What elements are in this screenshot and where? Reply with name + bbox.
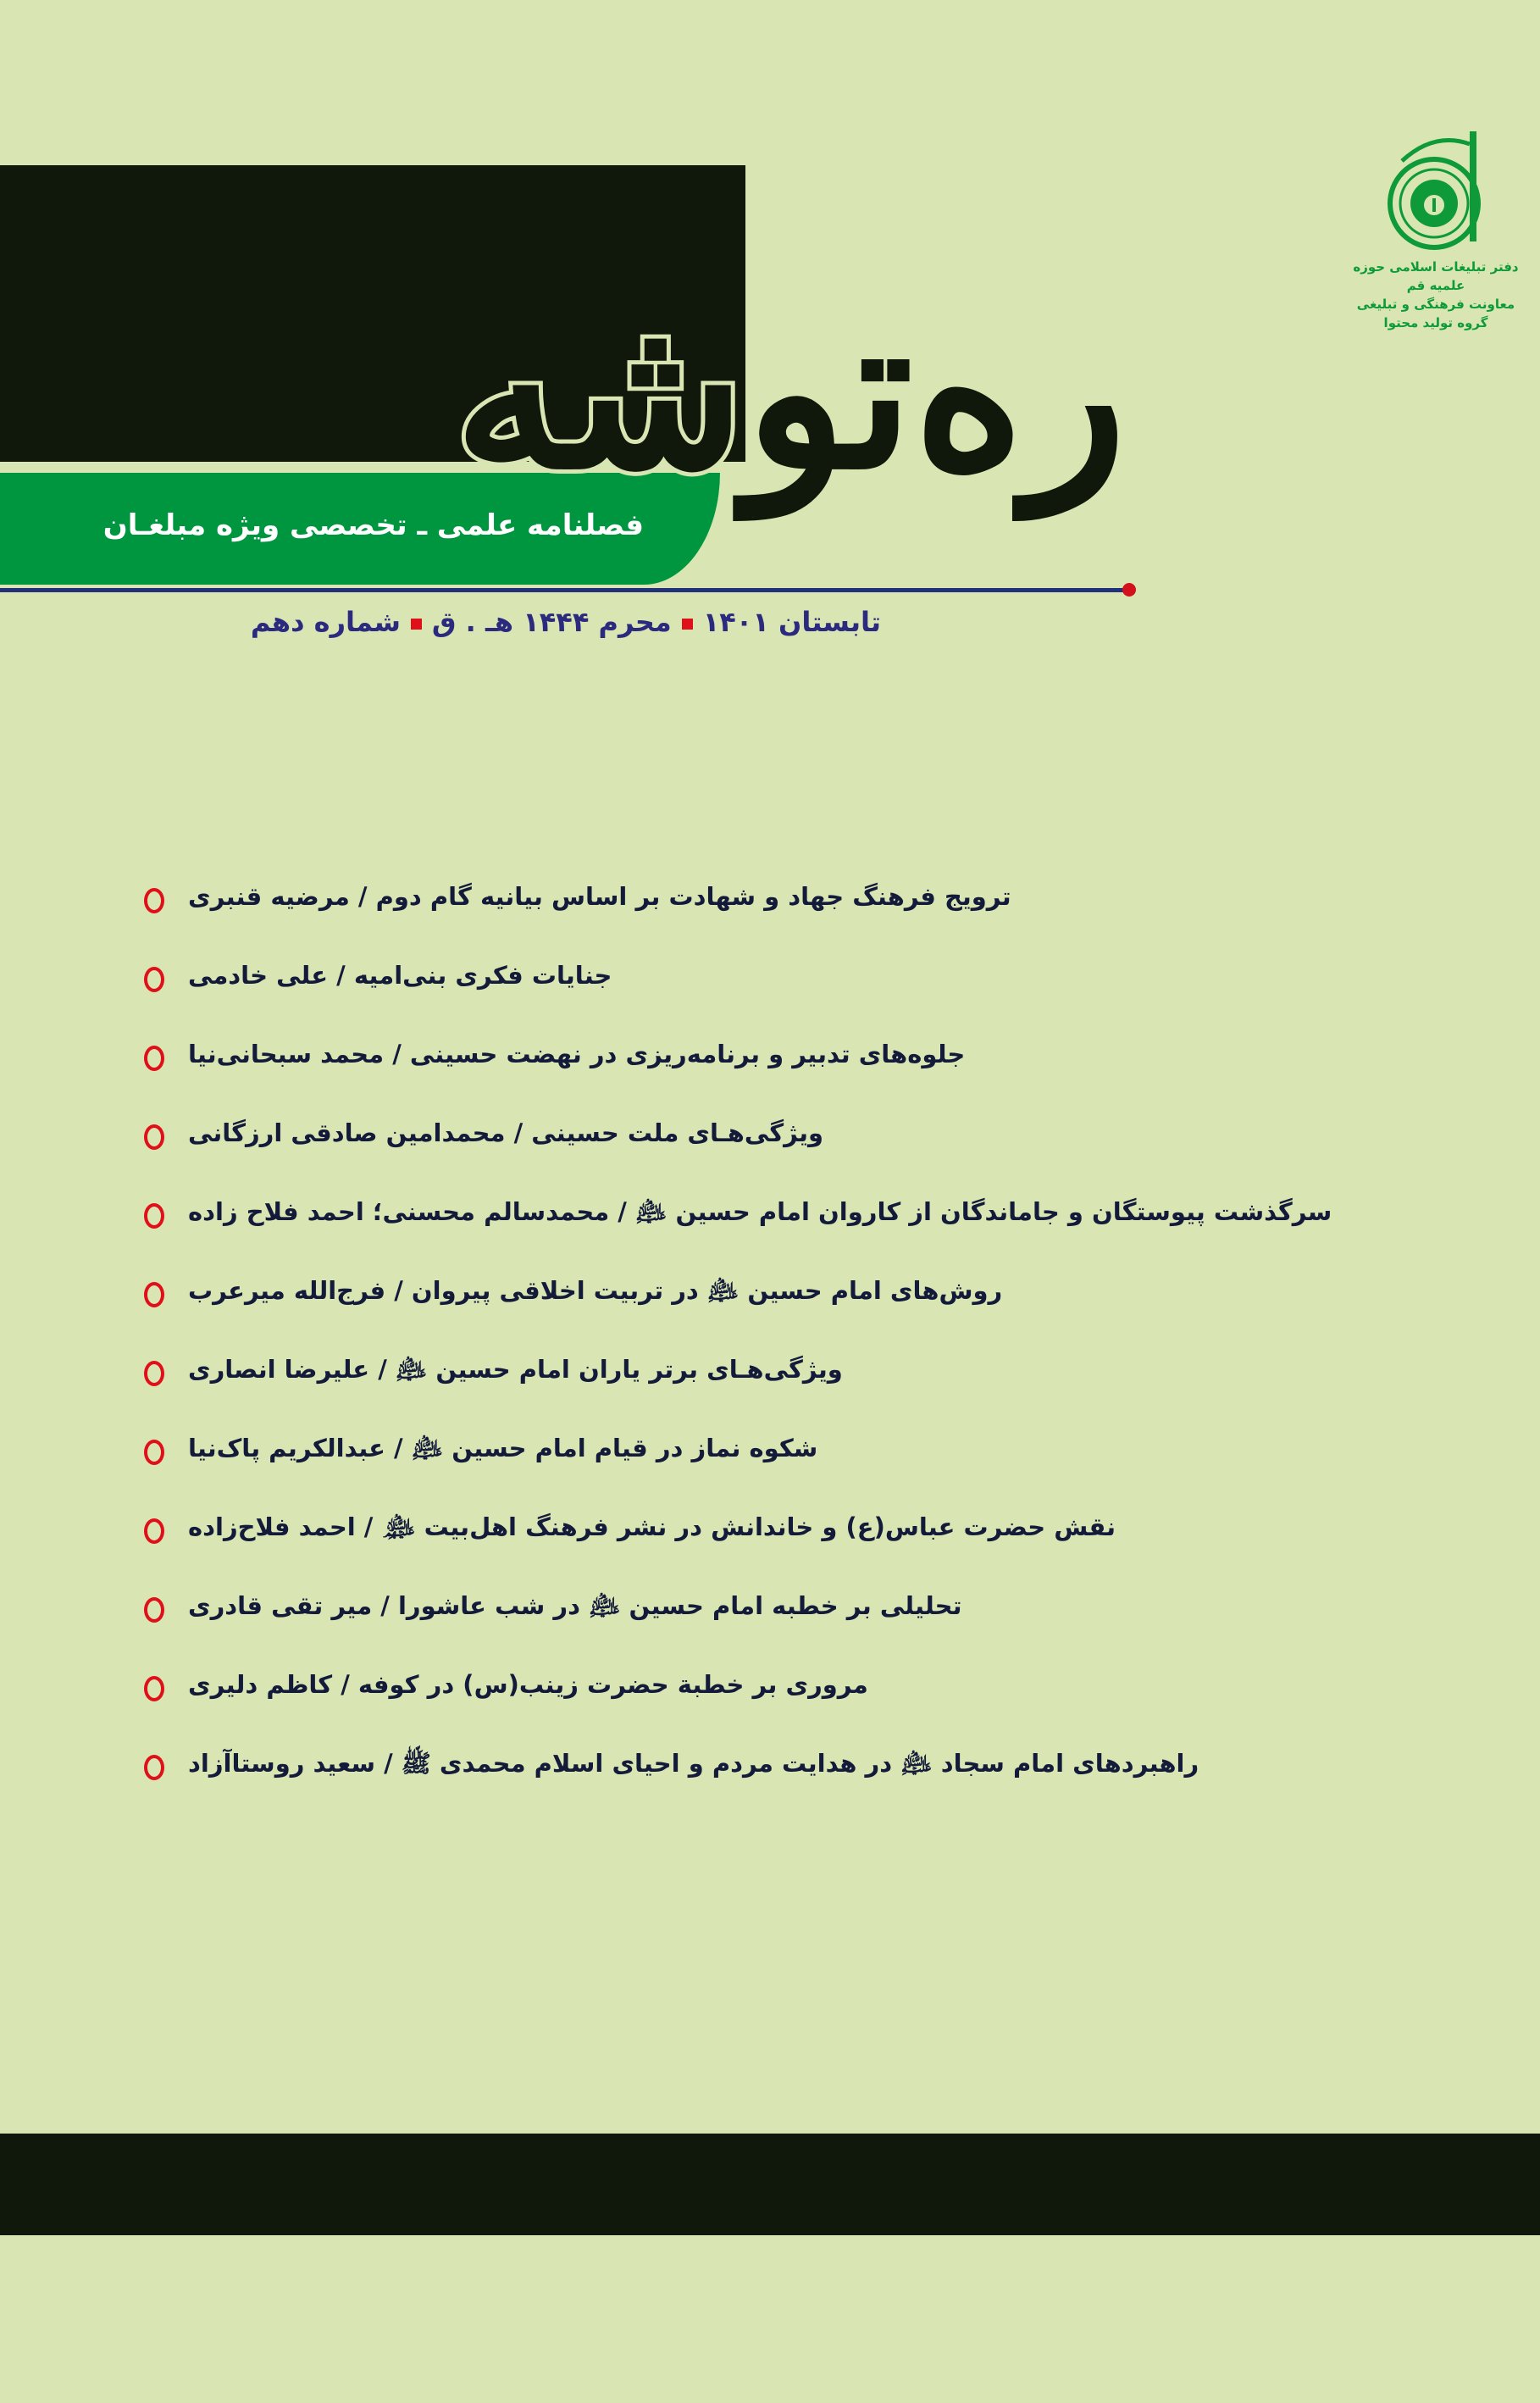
article-title: جنایات فکری بنی‌امیه / علی خادمی (188, 961, 612, 990)
article-title: سرگذشت پیوستگان و جاماندگان از کاروان امام حسین ﵇ / محمدسالم محسنی؛ احمد فلاح زاده (188, 1197, 1332, 1226)
article-title: ترویج فرهنگ جهاد و شهادت بر اساس بیانیه گام دوم / مرضیه قنبری (188, 882, 1011, 911)
article-title: ویژگی‌هـای ملت حسینی / محمدامین صادقی ارزگانی (188, 1118, 824, 1147)
article-title: تحلیلی بر خطبه امام حسین ﵇ در شب عاشورا / میر تقی قادری (188, 1591, 962, 1620)
list-item (144, 1116, 1465, 1195)
issue-season: تابستان ۱۴۰۱ (702, 606, 881, 638)
bullet-circle-icon (144, 1440, 164, 1465)
publisher-emblem-icon (1385, 127, 1487, 254)
issue-date-line (195, 606, 881, 638)
bullet-circle-icon (144, 967, 164, 992)
bullet-circle-icon (144, 1124, 164, 1150)
bullet-circle-icon (144, 1282, 164, 1307)
article-title: مروری بر خطبة حضرت زینب(س) در کوفه / کاظم دلیری (188, 1670, 868, 1699)
issue-number: شماره دهم (250, 606, 401, 638)
bullet-circle-icon (144, 888, 164, 913)
article-title: نقش حضرت عباس(ع) و خاندانش در نشر فرهنگ اهل‌بیت ﵈ / احمد فلاح‌زاده (188, 1512, 1116, 1541)
bullet-circle-icon (144, 1361, 164, 1386)
publisher-line-3: گروه تولید محتوا (1383, 315, 1488, 330)
article-title: ویژگی‌هـای برتر یاران امام حسین ﵇ / علیرضا انصاری (188, 1355, 843, 1384)
list-item (144, 1037, 1465, 1116)
bullet-circle-icon (144, 1755, 164, 1780)
table-of-contents (144, 880, 1465, 1825)
separator-square (682, 619, 693, 630)
list-item (144, 1668, 1465, 1746)
list-item (144, 1195, 1465, 1274)
bullet-circle-icon (144, 1518, 164, 1544)
article-title: شکوه نماز در قیام امام حسین ﵇ / عبدالکریم پاک‌نیا (188, 1434, 818, 1462)
separator-square (411, 619, 422, 630)
publisher-line-1: دفتر تبلیغات اسلامی حوزه علمیه قم (1353, 259, 1519, 293)
list-item (144, 1589, 1465, 1668)
bullet-circle-icon (144, 1676, 164, 1701)
bullet-circle-icon (144, 1046, 164, 1071)
rule-end-dot (1122, 583, 1136, 597)
list-item (144, 1746, 1465, 1825)
list-item (144, 1510, 1465, 1589)
article-title: روش‌های امام حسین ﵇ در تربیت اخلاقی پیروان / فرج‌الله میرعرب (188, 1276, 1003, 1305)
footer-dark-band (0, 2134, 1540, 2235)
list-item (144, 1352, 1465, 1431)
article-title: راهبردهای امام سجاد ﵇ در هدایت مردم و احیای اسلام محمدی ﷺ / سعید روستاآزاد (188, 1749, 1199, 1778)
article-title: جلوه‌های تدبیر و برنامه‌ریزی در نهضت حسینی / محمد سبحانی‌نیا (188, 1040, 966, 1068)
list-item (144, 1431, 1465, 1510)
list-item (144, 1274, 1465, 1352)
bullet-circle-icon (144, 1203, 164, 1229)
publisher-line-2: معاونت فرهنگی و تبلیغی (1356, 297, 1515, 312)
list-item (144, 958, 1465, 1037)
header-rule (0, 588, 1127, 592)
list-item (144, 880, 1465, 958)
bullet-circle-icon (144, 1597, 164, 1623)
issue-hijri-date: محرم ۱۴۴۴ هـ . ق (431, 606, 672, 638)
publisher-emblem (1347, 127, 1525, 332)
magazine-subtitle: فصلنامه علمی ـ تخصصی ویژه مبلغـان (102, 508, 644, 542)
title-logo-text: ره‌توشه (454, 267, 1127, 516)
